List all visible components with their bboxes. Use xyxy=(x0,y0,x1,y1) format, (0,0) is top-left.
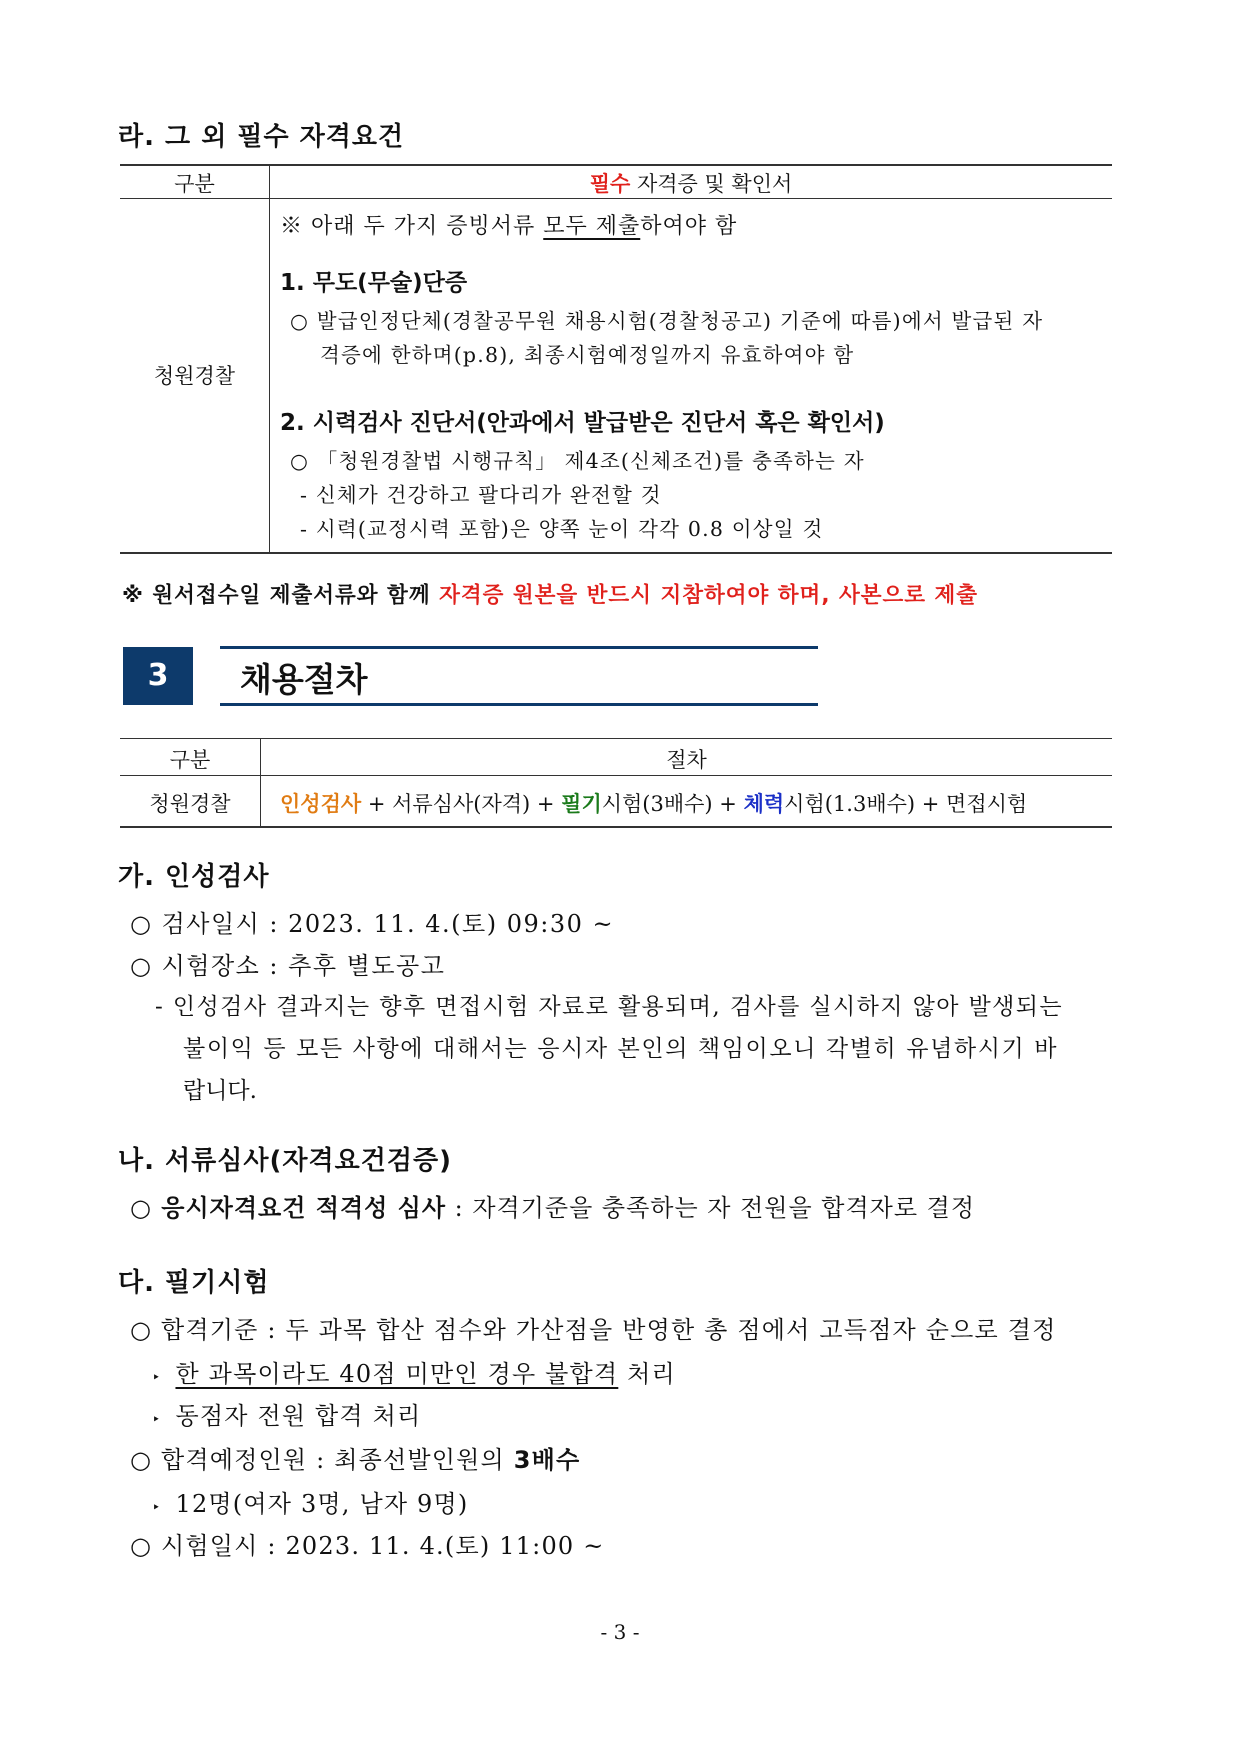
requirements-table xyxy=(120,164,1112,554)
ga-line4: 불이익 등 모든 사항에 대해서는 응시자 본인의 책임이오니 각별히 유념하시기 바 xyxy=(183,1036,1059,1062)
item2-line1: ○ 「청원경찰법 시행규칙」 제4조(신체조건)를 충족하는 자 xyxy=(290,449,865,473)
ga-line3: - 인성검사 결과지는 향후 면접시험 자료로 활용되며, 검사를 실시하지 않아 발생되는 xyxy=(155,994,1064,1020)
ga-line1: ○ 검사일시 : 2023. 11. 4.(토) 09:30 ~ xyxy=(130,910,615,938)
item2-title: 2. 시력검사 진단서(안과에서 발급받은 진단서 혹은 확인서) xyxy=(280,410,885,436)
na-line1: ○ 응시자격요건 적격성 심사 : 자격기준을 충족하는 자 전원을 합격자로 결정 xyxy=(130,1194,976,1222)
section-title-na: 나. 서류심사(자격요건검증) xyxy=(118,1146,452,1176)
section-title-ga: 가. 인성검사 xyxy=(118,862,270,892)
submission-note: ※ 아래 두 가지 증빙서류 모두 제출하여야 함 xyxy=(280,214,738,239)
item2-line2: - 신체가 건강하고 팔다리가 완전할 것 xyxy=(300,483,662,507)
item2-line3: - 시력(교정시력 포함)은 양쪽 눈이 각각 0.8 이상일 것 xyxy=(300,517,824,541)
procedure-row-label: 청원경찰 xyxy=(149,792,231,816)
item1-title: 1. 무도(무술)단증 xyxy=(280,270,468,296)
item1-line1: ○ 발급인정단체(경찰공무원 채용시험(경찰청공고) 기준에 따름)에서 발급된 자 xyxy=(290,309,1044,333)
section-title-ra: 라. 그 외 필수 자격요건 xyxy=(118,122,405,152)
table-header-category: 구분 xyxy=(174,172,215,196)
da-bullet2: ‣ 동점자 전원 합격 처리 xyxy=(152,1402,422,1430)
da-line3: ○ 시험일시 : 2023. 11. 4.(토) 11:00 ~ xyxy=(130,1532,605,1560)
page-number: - 3 - xyxy=(600,1620,640,1644)
procedure-header-category: 구분 xyxy=(169,748,211,772)
da-bullet3: ‣ 12명(여자 3명, 남자 9명) xyxy=(152,1490,469,1518)
ga-line2: ○ 시험장소 : 추후 별도공고 xyxy=(130,952,446,980)
item1-line2: 격증에 한하며(p.8), 최종시험예정일까지 유효하여야 함 xyxy=(320,343,855,367)
section-title-da: 다. 필기시험 xyxy=(118,1268,270,1298)
section-number-badge: 3 xyxy=(123,647,193,705)
procedure-table xyxy=(120,738,1112,828)
section-bottom-rule xyxy=(220,703,818,706)
section-top-rule xyxy=(220,646,818,649)
table-header-required: 필수 자격증 및 확인서 xyxy=(589,172,793,196)
procedure-header-steps: 절차 xyxy=(666,748,707,772)
ga-line5: 랍니다. xyxy=(183,1078,257,1104)
section-title-procedure: 채용절차 xyxy=(240,660,368,699)
procedure-steps: 인성검사 + 서류심사(자격) + 필기시험(3배수) + 체력시험(1.3배수) + 면접시험 xyxy=(280,792,1028,816)
row-label-police: 청원경찰 xyxy=(153,364,236,388)
da-line2: ○ 합격예정인원 : 최종선발인원의 3배수 xyxy=(130,1446,581,1474)
da-line1: ○ 합격기준 : 두 과목 합산 점수와 가산점을 반영한 총 점에서 고득점자 순으로 결정 xyxy=(130,1316,1057,1344)
da-bullet1: ‣ 한 과목이라도 40점 미만인 경우 불합격 처리 xyxy=(152,1360,676,1388)
original-certificate-footnote: ※ 원서접수일 제출서류와 함께 자격증 원본을 반드시 지참하여야 하며, 사본으로 제출 xyxy=(122,583,979,608)
